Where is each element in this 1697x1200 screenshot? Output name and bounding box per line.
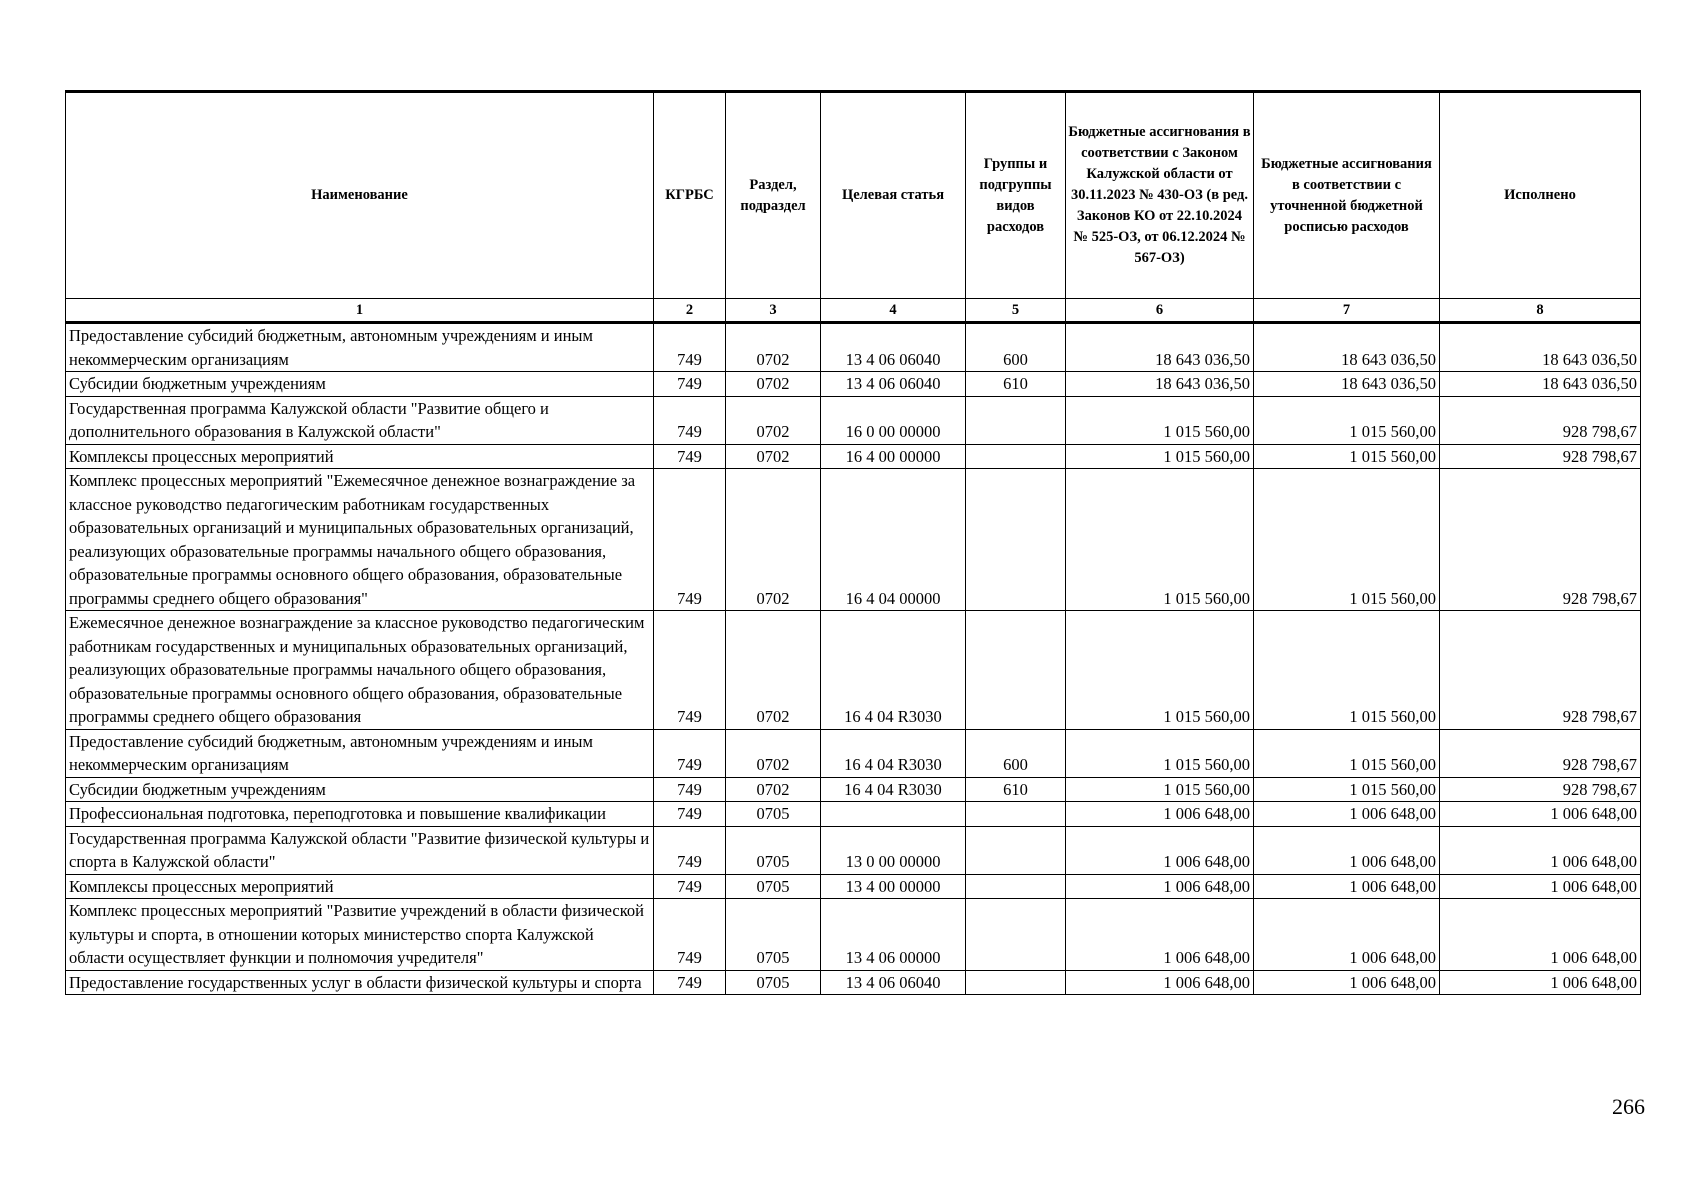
row-executed-amount-cell: 18 643 036,50: [1440, 372, 1641, 397]
table-row: [66, 396, 1641, 444]
row-kgrbs-cell: 749: [654, 874, 726, 899]
row-target-cell: 13 0 00 00000: [821, 826, 966, 874]
row-group-cell: [966, 899, 1066, 971]
table-row: [66, 469, 1641, 611]
header-executed: Исполнено: [1440, 92, 1641, 299]
row-group-cell: 600: [966, 729, 1066, 777]
row-refined-amount-cell: 1 006 648,00: [1254, 826, 1440, 874]
table-row: [66, 826, 1641, 874]
row-refined-amount-cell: 1 006 648,00: [1254, 874, 1440, 899]
header-target: Целевая статья: [821, 92, 966, 299]
row-refined-amount-cell: 1 006 648,00: [1254, 802, 1440, 827]
row-name-cell: Комплекс процессных мероприятий "Ежемесячное денежное вознаграждение за классное руководство педагогическим работникам государственных образовательных организаций и муниципальных образовательных организаций, реализующих образовательные программы начального общего образования, образовательные программы основного общего образования, образовательные программы среднего общего образования": [66, 469, 654, 611]
row-kgrbs-cell: 749: [654, 970, 726, 995]
row-target-cell: [821, 802, 966, 827]
row-section-cell: 0702: [726, 611, 821, 730]
row-kgrbs-cell: 749: [654, 611, 726, 730]
row-kgrbs-cell: 749: [654, 899, 726, 971]
row-target-cell: 13 4 06 00000: [821, 899, 966, 971]
row-refined-amount-cell: 1 015 560,00: [1254, 444, 1440, 469]
table-row: [66, 729, 1641, 777]
row-name-cell: Комплексы процессных мероприятий: [66, 444, 654, 469]
row-name-cell: Ежемесячное денежное вознаграждение за классное руководство педагогическим работникам государственных и муниципальных образовательных организаций, реализующих образовательные программы начального общего образования, образовательные программы основного общего образования, образовательные программы среднего общего образования: [66, 611, 654, 730]
row-executed-amount-cell: 928 798,67: [1440, 444, 1641, 469]
row-law-amount-cell: 1 006 648,00: [1066, 802, 1254, 827]
row-section-cell: 0702: [726, 323, 821, 372]
column-number: 2: [654, 299, 726, 323]
row-refined-amount-cell: 1 015 560,00: [1254, 611, 1440, 730]
row-law-amount-cell: 18 643 036,50: [1066, 372, 1254, 397]
column-number: 8: [1440, 299, 1641, 323]
row-law-amount-cell: 1 015 560,00: [1066, 396, 1254, 444]
row-kgrbs-cell: 749: [654, 826, 726, 874]
row-executed-amount-cell: 1 006 648,00: [1440, 874, 1641, 899]
table-row: [66, 444, 1641, 469]
row-group-cell: [966, 826, 1066, 874]
row-kgrbs-cell: 749: [654, 777, 726, 802]
row-law-amount-cell: 1 015 560,00: [1066, 611, 1254, 730]
row-name-cell: Профессиональная подготовка, переподготовка и повышение квалификации: [66, 802, 654, 827]
row-kgrbs-cell: 749: [654, 729, 726, 777]
row-law-amount-cell: 1 015 560,00: [1066, 777, 1254, 802]
row-kgrbs-cell: 749: [654, 372, 726, 397]
table-row: [66, 611, 1641, 730]
row-name-cell: Комплекс процессных мероприятий "Развитие учреждений в области физической культуры и спорта, в отношении которых министерство спорта Калужской области осуществляет функции и полномочия учредителя": [66, 899, 654, 971]
row-target-cell: 16 4 04 R3030: [821, 777, 966, 802]
row-law-amount-cell: 1 015 560,00: [1066, 469, 1254, 611]
budget-table: [65, 90, 1641, 995]
row-law-amount-cell: 1 006 648,00: [1066, 826, 1254, 874]
row-group-cell: 600: [966, 323, 1066, 372]
row-executed-amount-cell: 928 798,67: [1440, 777, 1641, 802]
row-target-cell: 13 4 06 06040: [821, 323, 966, 372]
row-section-cell: 0705: [726, 802, 821, 827]
row-law-amount-cell: 1 015 560,00: [1066, 729, 1254, 777]
table-row: [66, 323, 1641, 372]
row-kgrbs-cell: 749: [654, 444, 726, 469]
row-executed-amount-cell: 1 006 648,00: [1440, 826, 1641, 874]
row-kgrbs-cell: 749: [654, 323, 726, 372]
row-section-cell: 0702: [726, 469, 821, 611]
row-section-cell: 0702: [726, 729, 821, 777]
row-executed-amount-cell: 928 798,67: [1440, 729, 1641, 777]
header-name: Наименование: [66, 92, 654, 299]
table-row: [66, 874, 1641, 899]
row-refined-amount-cell: 1 015 560,00: [1254, 396, 1440, 444]
row-name-cell: Предоставление государственных услуг в области физической культуры и спорта: [66, 970, 654, 995]
header-kgrbs: КГРБС: [654, 92, 726, 299]
column-number: 1: [66, 299, 654, 323]
row-refined-amount-cell: 1 006 648,00: [1254, 970, 1440, 995]
row-group-cell: 610: [966, 372, 1066, 397]
row-executed-amount-cell: 18 643 036,50: [1440, 323, 1641, 372]
row-group-cell: [966, 469, 1066, 611]
row-executed-amount-cell: 928 798,67: [1440, 611, 1641, 730]
table-row: [66, 777, 1641, 802]
row-section-cell: 0702: [726, 396, 821, 444]
row-section-cell: 0702: [726, 777, 821, 802]
row-target-cell: 16 4 04 00000: [821, 469, 966, 611]
row-target-cell: 16 0 00 00000: [821, 396, 966, 444]
row-refined-amount-cell: 1 006 648,00: [1254, 899, 1440, 971]
row-group-cell: [966, 396, 1066, 444]
row-name-cell: Государственная программа Калужской области "Развитие физической культуры и спорта в Калужской области": [66, 826, 654, 874]
row-name-cell: Предоставление субсидий бюджетным, автономным учреждениям и иным некоммерческим организациям: [66, 729, 654, 777]
table-row: [66, 899, 1641, 971]
row-target-cell: 16 4 00 00000: [821, 444, 966, 469]
row-executed-amount-cell: 1 006 648,00: [1440, 899, 1641, 971]
row-target-cell: 13 4 00 00000: [821, 874, 966, 899]
row-name-cell: Субсидии бюджетным учреждениям: [66, 777, 654, 802]
row-section-cell: 0702: [726, 372, 821, 397]
header-groups: Группы и подгруппы видов расходов: [966, 92, 1066, 299]
row-kgrbs-cell: 749: [654, 802, 726, 827]
column-number: 3: [726, 299, 821, 323]
row-section-cell: 0705: [726, 899, 821, 971]
row-refined-amount-cell: 1 015 560,00: [1254, 777, 1440, 802]
header-law-allocations: Бюджетные ассигнования в соответствии с Законом Калужской области от 30.11.2023 № 430-ОЗ (в ред. Законов КО от 22.10.2024 № 525-ОЗ, от 06.12.2024 № 567-ОЗ): [1066, 92, 1254, 299]
row-target-cell: 16 4 04 R3030: [821, 611, 966, 730]
header-section: Раздел, подраздел: [726, 92, 821, 299]
row-law-amount-cell: 1 006 648,00: [1066, 899, 1254, 971]
row-section-cell: 0705: [726, 874, 821, 899]
header-refined-allocations: Бюджетные ассигнования в соответствии с уточненной бюджетной росписью расходов: [1254, 92, 1440, 299]
row-law-amount-cell: 1 006 648,00: [1066, 970, 1254, 995]
column-number: 4: [821, 299, 966, 323]
table-row: [66, 970, 1641, 995]
row-refined-amount-cell: 18 643 036,50: [1254, 323, 1440, 372]
row-section-cell: 0705: [726, 970, 821, 995]
row-name-cell: Субсидии бюджетным учреждениям: [66, 372, 654, 397]
row-target-cell: 16 4 04 R3030: [821, 729, 966, 777]
row-group-cell: [966, 874, 1066, 899]
row-target-cell: 13 4 06 06040: [821, 372, 966, 397]
row-group-cell: [966, 802, 1066, 827]
row-refined-amount-cell: 18 643 036,50: [1254, 372, 1440, 397]
row-name-cell: Государственная программа Калужской области "Развитие общего и дополнительного образования в Калужской области": [66, 396, 654, 444]
row-kgrbs-cell: 749: [654, 469, 726, 611]
row-section-cell: 0702: [726, 444, 821, 469]
row-refined-amount-cell: 1 015 560,00: [1254, 469, 1440, 611]
column-number: 6: [1066, 299, 1254, 323]
row-executed-amount-cell: 1 006 648,00: [1440, 802, 1641, 827]
row-law-amount-cell: 1 006 648,00: [1066, 874, 1254, 899]
row-group-cell: 610: [966, 777, 1066, 802]
row-target-cell: 13 4 06 06040: [821, 970, 966, 995]
row-executed-amount-cell: 1 006 648,00: [1440, 970, 1641, 995]
column-number: 5: [966, 299, 1066, 323]
table-row: [66, 802, 1641, 827]
table-row: [66, 372, 1641, 397]
row-group-cell: [966, 444, 1066, 469]
row-group-cell: [966, 970, 1066, 995]
page-number: 266: [1612, 1094, 1645, 1119]
row-executed-amount-cell: 928 798,67: [1440, 396, 1641, 444]
row-group-cell: [966, 611, 1066, 730]
row-name-cell: Комплексы процессных мероприятий: [66, 874, 654, 899]
column-number-row: [66, 299, 1641, 323]
row-name-cell: Предоставление субсидий бюджетным, автономным учреждениям и иным некоммерческим организациям: [66, 323, 654, 372]
header-row: [66, 92, 1641, 299]
row-executed-amount-cell: 928 798,67: [1440, 469, 1641, 611]
row-kgrbs-cell: 749: [654, 396, 726, 444]
row-law-amount-cell: 1 015 560,00: [1066, 444, 1254, 469]
row-refined-amount-cell: 1 015 560,00: [1254, 729, 1440, 777]
row-section-cell: 0705: [726, 826, 821, 874]
column-number: 7: [1254, 299, 1440, 323]
row-law-amount-cell: 18 643 036,50: [1066, 323, 1254, 372]
